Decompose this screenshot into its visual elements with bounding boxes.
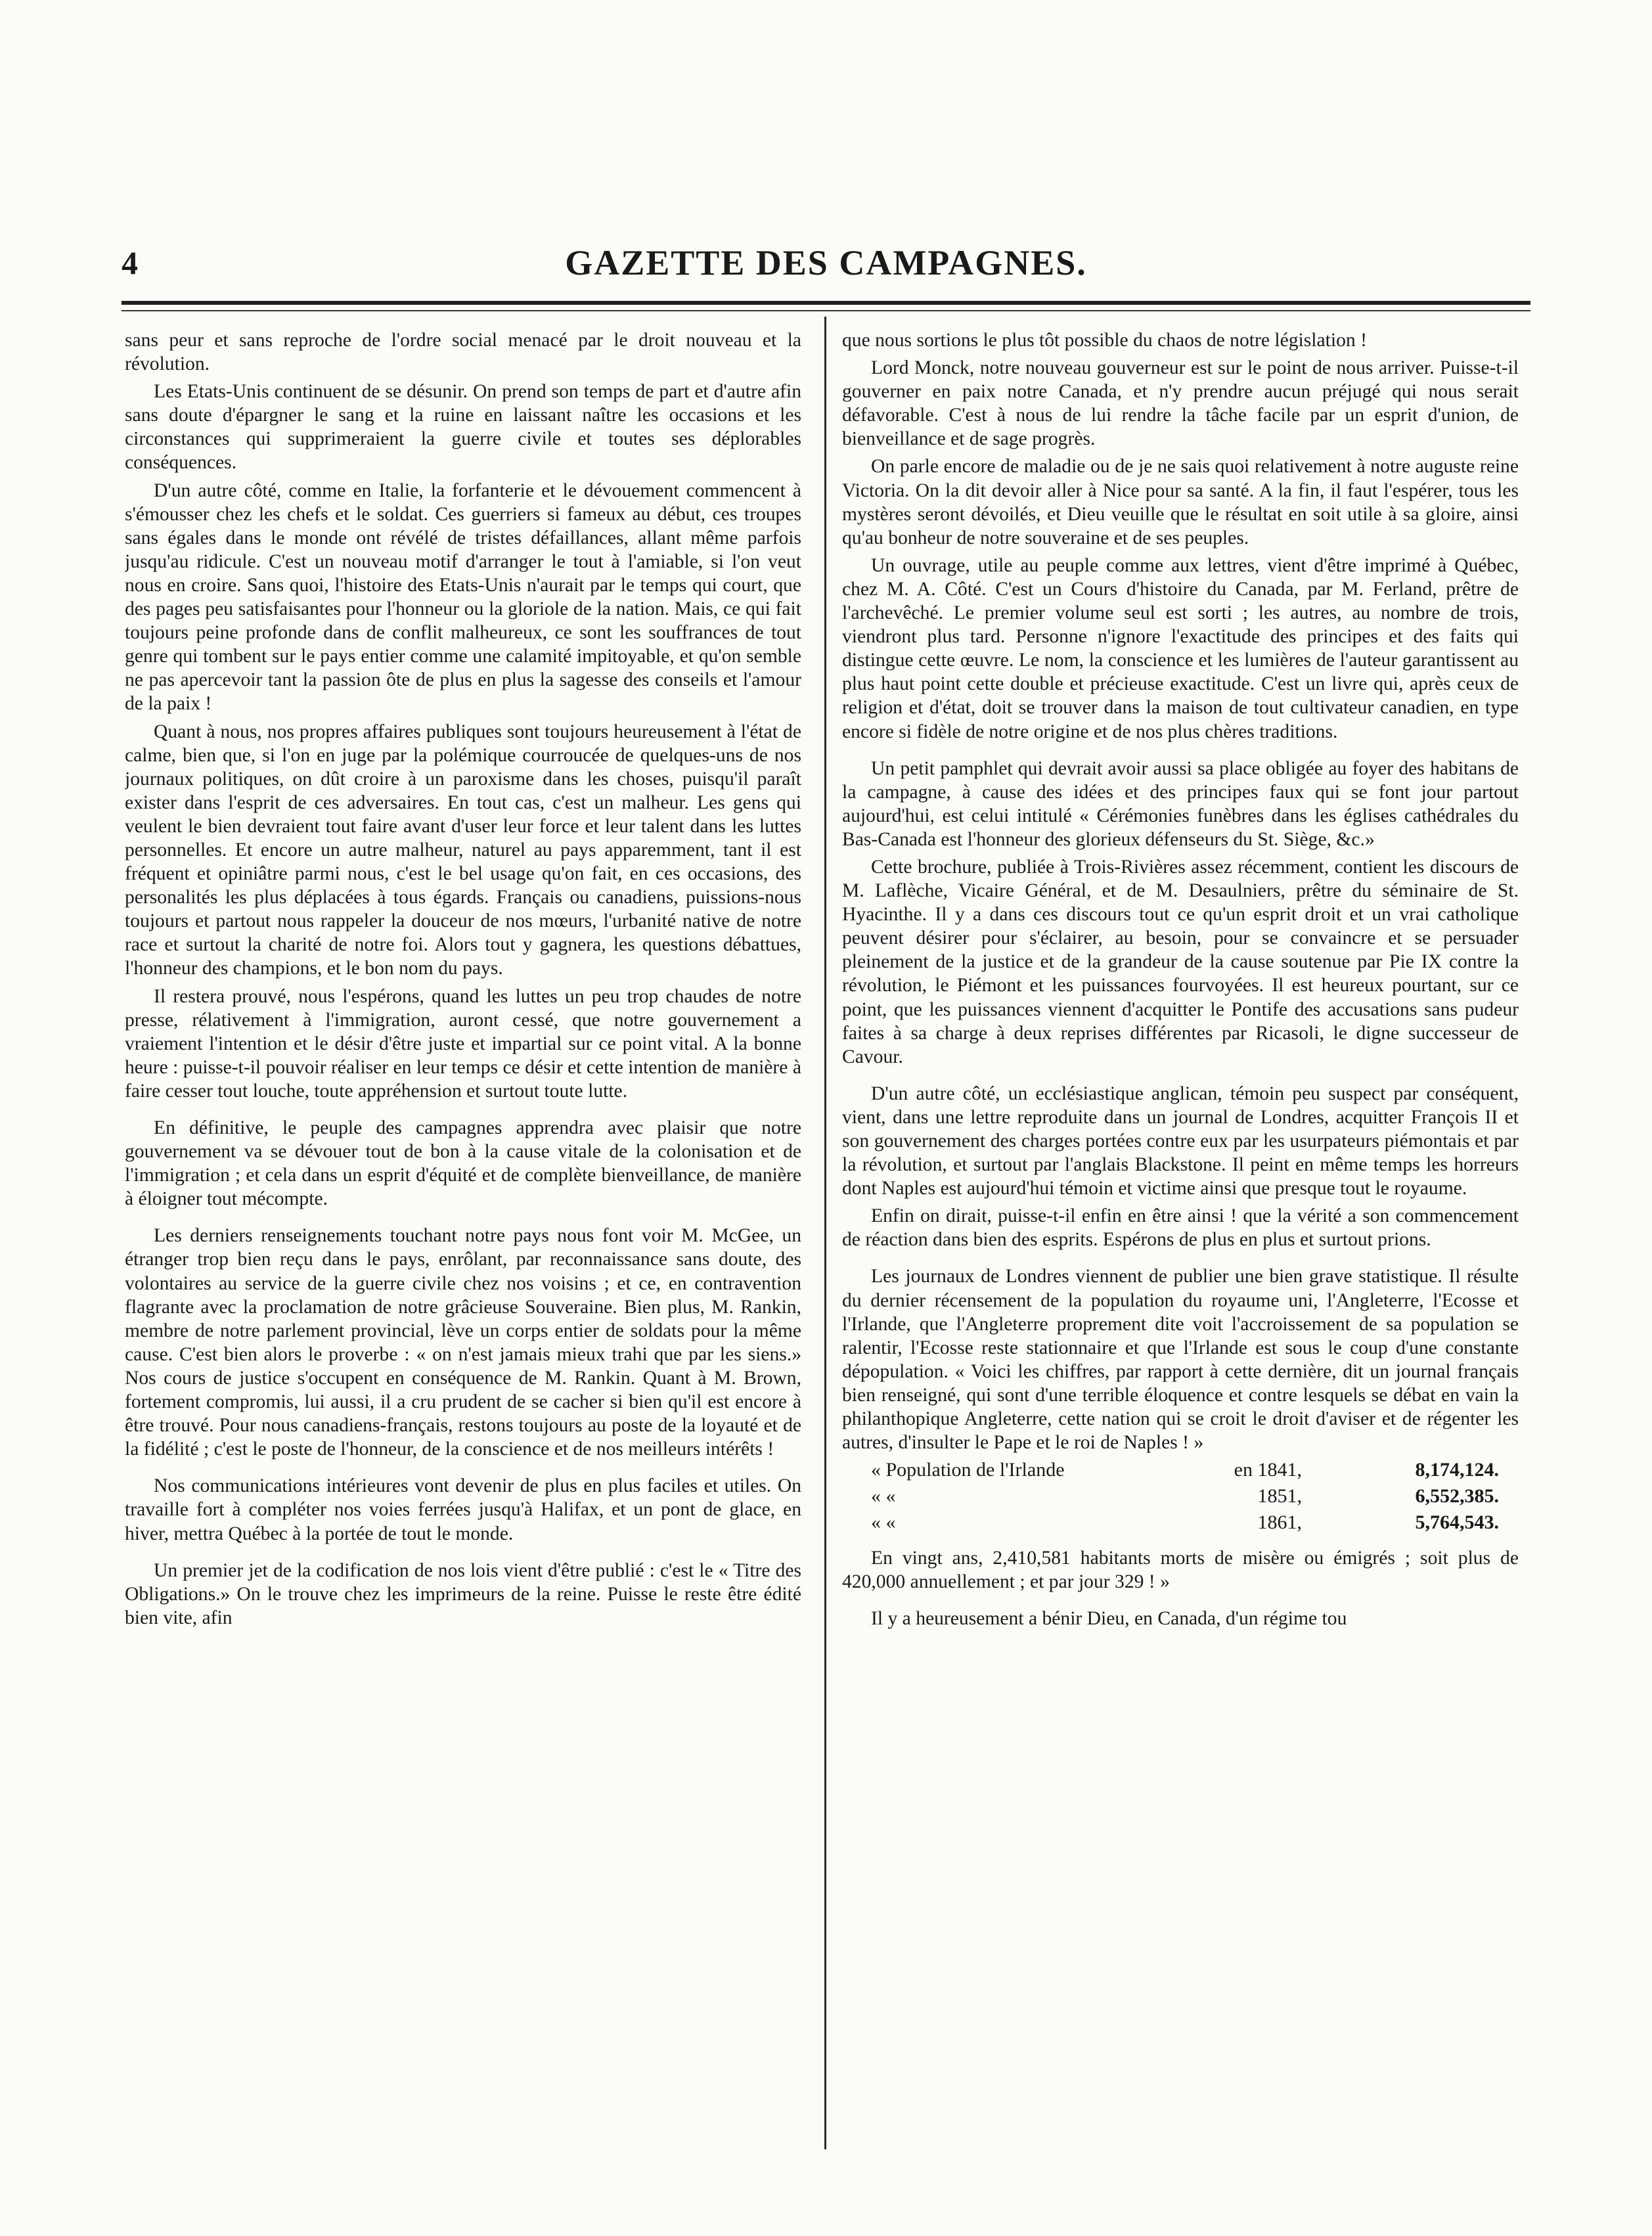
stat-year: 1861, <box>1257 1511 1302 1534</box>
paragraph: Il restera prouvé, nous l'espérons, quand les luttes un peu trop chaudes de notre presse, rélativement à l'immigration, auront cessé, que notre gouvernement a vraiement l'intention et le désir d'être juste et impartial sur ce point vital. A la bonne heure : puisse-t-il pouvoir réaliser en leur temps ce désir et cette intention de manière à faire cesser tout louche, toute appréhension et surtout toute lutte. <box>125 985 801 1102</box>
stat-value: 6,552,385. <box>1415 1485 1499 1508</box>
column-divider <box>824 317 826 2149</box>
stat-label: « « <box>871 1511 896 1534</box>
paragraph: En vingt ans, 2,410,581 habitants morts de misère ou émigrés ; soit plus de 420,000 annuellement ; et par jour 329 ! » <box>842 1548 1519 1593</box>
paragraph: Nos communications intérieures vont devenir de plus en plus faciles et utiles. On travaille fort à compléter nos voies ferrées jusqu'à Halifax, et un pont de glace, en hiver, mettra Québec à la portée de tout le monde. <box>125 1475 801 1544</box>
paragraph: sans peur et sans reproche de l'ordre social menacé par le droit nouveau et la révolution. <box>125 330 801 375</box>
paragraph: Les derniers renseignements touchant notre pays nous font voir M. McGee, un étranger trop bien reçu dans le pays, enrôlant, par reconnaissance sans doute, des volontaires au service de la guerre civile chez nos voisins ; et ce, en contravention flagrante avec la proclamation de notre grâcieuse Souveraine. Bien plus, M. Rankin, membre de notre parlement provincial, lève un corps entier de soldats pour la même cause. C'est bien alors le proverbe : « on n'est jamais mieux trahi que par les siens.» Nos cours de justice s'occupent en conséquence de M. Rankin. Quant à M. Brown, fortement compromis, lui aussi, il a cru prudent de se cacher si bien qu'il est encore à être trouvé. Pour nous canadiens-français, restons toujours au poste de la loyauté et de la fidélité ; c'est le poste de l'honneur, de la conscience et de nos meilleurs intérêts ! <box>125 1225 801 1460</box>
paragraph: Un ouvrage, utile au peuple comme aux lettres, vient d'être imprimé à Québec, chez M. A. Côté. C'est un Cours d'histoire du Canada, par M. Ferland, prêtre de l'archevêché. Le premier volume seul est sorti ; les autres, au nombre de trois, viendront plus tard. Personne n'ignore l'exactitude des principes et des faits qui distingue cette œuvre. Le nom, la conscience et les lumières de l'auteur garantissent au plus haut point cette double et précieuse exactitude. C'est un livre qui, après ceux de religion et d'état, doit se trouver dans la maison de tout cultivateur canadien, en type encore si fidèle de notre origine et de nos plus chères traditions. <box>842 554 1519 742</box>
table-row <box>842 1511 1519 1537</box>
stat-label: « « <box>871 1485 896 1508</box>
paragraph: Quant à nous, nos propres affaires publiques sont toujours heureusement à l'état de calme, bien que, si l'on en juge par la polémique courroucée de quelques-uns de nos journaux politiques, on dût croire à un paroxisme dans les choses, puisqu'il paraît exister dans l'esprit de ces adversaires. En tout cas, c'est un malheur. Les gens qui veulent le bien devraient tout faire avant d'user leur force et leur talent dans les luttes personnelles. Et encore un autre malheur, naturel au pays apparemment, tant il est fréquent et opiniâtre parmi nous, c'est le bel usage qu'on fait, en ces occasions, des personalités les plus déplacées à tous égards. Français ou canadiens, puissions-nous toujours et partout nous rappeler la douceur de nos mœurs, l'urbanité native de notre race et surtout la charité de notre foi. Alors tout y gagnera, les questions débattues, l'honneur des champions, et le bon nom du pays. <box>125 721 801 979</box>
stat-value: 8,174,124. <box>1415 1459 1499 1481</box>
stat-value: 5,764,543. <box>1415 1511 1499 1534</box>
population-table <box>842 1458 1519 1537</box>
paragraph: Lord Monck, notre nouveau gouverneur est sur le point de nous arriver. Puisse-t-il gouverner en paix notre Canada, et n'y prendre aucun préjugé qui nous serait défavorable. C'est à nous de lui rendre la tâche facile par un esprit d'union, de bienveillance et de sage progrès. <box>842 357 1519 450</box>
page-number: 4 <box>122 244 138 281</box>
paragraph: On parle encore de maladie ou de je ne sais quoi relativement à notre auguste reine Victoria. On la dit devoir aller à Nice pour sa santé. A la fin, il faut l'espérer, tous les mystères seront dévoilés, et Dieu veuille que le résultat en soit utile à sa gloire, ainsi qu'au bonheur de notre souveraine et de ses peuples. <box>842 456 1519 548</box>
table-row <box>842 1458 1519 1485</box>
header-rule-thick <box>122 301 1530 305</box>
paragraph: En définitive, le peuple des campagnes apprendra avec plaisir que notre gouvernement va se dévouer tout de bon à la cause vitale de la colonisation et de l'immigration ; et cela dans un esprit d'équité et de complète bienveillance, de manière à éloigner tout mécompte. <box>125 1117 801 1210</box>
paragraph: Un premier jet de la codification de nos lois vient d'être publié : c'est le « Titre des Obligations.» On le trouve chez les imprimeurs de la reine. Puisse le reste être édité bien vite, afin <box>125 1559 801 1628</box>
header-rule-thin <box>122 310 1530 311</box>
stat-year: 1851, <box>1257 1485 1302 1508</box>
right-column <box>842 328 1519 2141</box>
paragraph: D'un autre côté, comme en Italie, la forfanterie et le dévouement commencent à s'émousser chez les chefs et le soldat. Ces guerriers si fameux au début, ces troupes sans égales dans le monde ont révélé de tristes défaillances, allant même parfois jusqu'au ridicule. C'est un nouveau motif d'arranger le tout à l'amiable, si l'on veut nous en croire. Sans quoi, l'histoire des Etats-Unis n'aurait par le temps qui court, que des pages peu satisfaisantes pour l'honneur ou la gloriole de la nation. Mais, ce qui fait toujours peine profonde dans de conflit malheureux, ce sont les souffrances de tout genre qui tombent sur le pays entier comme une calamité impitoyable, et qu'on semble ne pas apercevoir tant la passion ôte de plus en plus la sagesse des conseils et l'amour de la paix ! <box>125 480 801 715</box>
paragraph: Un petit pamphlet qui devrait avoir aussi sa place obligée au foyer des habitans de la campagne, à cause des idées et des principes faux qui se font jour partout aujourd'hui, est celui intitulé « Cérémonies funèbres dans les églises cathédrales du Bas-Canada est l'honneur des glorieux défenseurs du St. Siège, &c.» <box>842 757 1519 850</box>
page-header <box>122 233 1530 292</box>
paragraph: Cette brochure, publiée à Trois-Rivières assez récemment, contient les discours de M. Laflèche, Vicaire Général, et de M. Desaulniers, prêtre du séminaire de St. Hyacinthe. Il y a dans ces discours tout ce qu'un esprit droit et un vrai catholique peuvent désirer pour s'éclairer, au besoin, pour se convaincre et se persuader pleinement de la justice et de la grandeur de la cause soutenue par Pie IX contre la révolution, le Piémont et les puissances fourvoyées. Il est heureux pourtant, sur ce point, que les puissances viennent d'acquitter le Pontife des accusations sans pudeur faites à sa charge à deux reprises différentes par Ricasoli, le digne successeur de Cavour. <box>842 856 1519 1067</box>
paragraph: Enfin on dirait, puisse-t-il enfin en être ainsi ! que la vérité a son commencement de réaction dans bien des esprits. Espérons de plus en plus et surtout prions. <box>842 1205 1519 1251</box>
stat-label: « Population de l'Irlande <box>871 1459 1065 1481</box>
paragraph: que nous sortions le plus tôt possible du chaos de notre législation ! <box>842 330 1367 351</box>
paragraph: Il y a heureusement a bénir Dieu, en Canada, d'un régime tou <box>871 1608 1347 1630</box>
paragraph: D'un autre côté, un ecclésiastique anglican, témoin peu suspect par conséquent, vient, dans une lettre reproduite dans un journal de Londres, acquitter François II et son gouvernement des charges portées contre eux par les usurpateurs piémontais et par la révolution, et surtout par l'anglais Blackstone. Il peint en même temps les horreurs dont Naples est aujourd'hui témoin et victime ainsi que presque tout le royaume. <box>842 1083 1519 1199</box>
table-row <box>842 1485 1519 1511</box>
left-column <box>125 328 801 2141</box>
paragraph: Les journaux de Londres viennent de publier une bien grave statistique. Il résulte du dernier récensement de la population du royaume uni, l'Angleterre, l'Ecosse et l'Irlande, que l'Angleterre proprement dite voit l'accroissement de sa population se ralentir, l'Ecosse reste stationnaire et que l'Irlande est sous le coup d'une constante dépopulation. « Voici les chiffres, par rapport à cette dernière, dit un journal français bien renseigné, qui sont d'une terrible éloquence et contre lesquels se débat en vain la philanthopique Angleterre, cette nation qui se croit le droit d'aviser et de régenter les autres, d'insulter le Pape et le roi de Naples ! » <box>842 1266 1519 1454</box>
stat-year: en 1841, <box>1234 1459 1302 1481</box>
running-title: GAZETTE DES CAMPAGNES. <box>565 243 1087 282</box>
paragraph: Les Etats-Unis continuent de se désunir. On prend son temps de part et d'autre afin sans doute d'épargner le sang et la ruine en laissant naître les occasions et les circonstances qui supprimeraient la guerre civile et toutes ses déplorables conséquences. <box>125 381 801 474</box>
